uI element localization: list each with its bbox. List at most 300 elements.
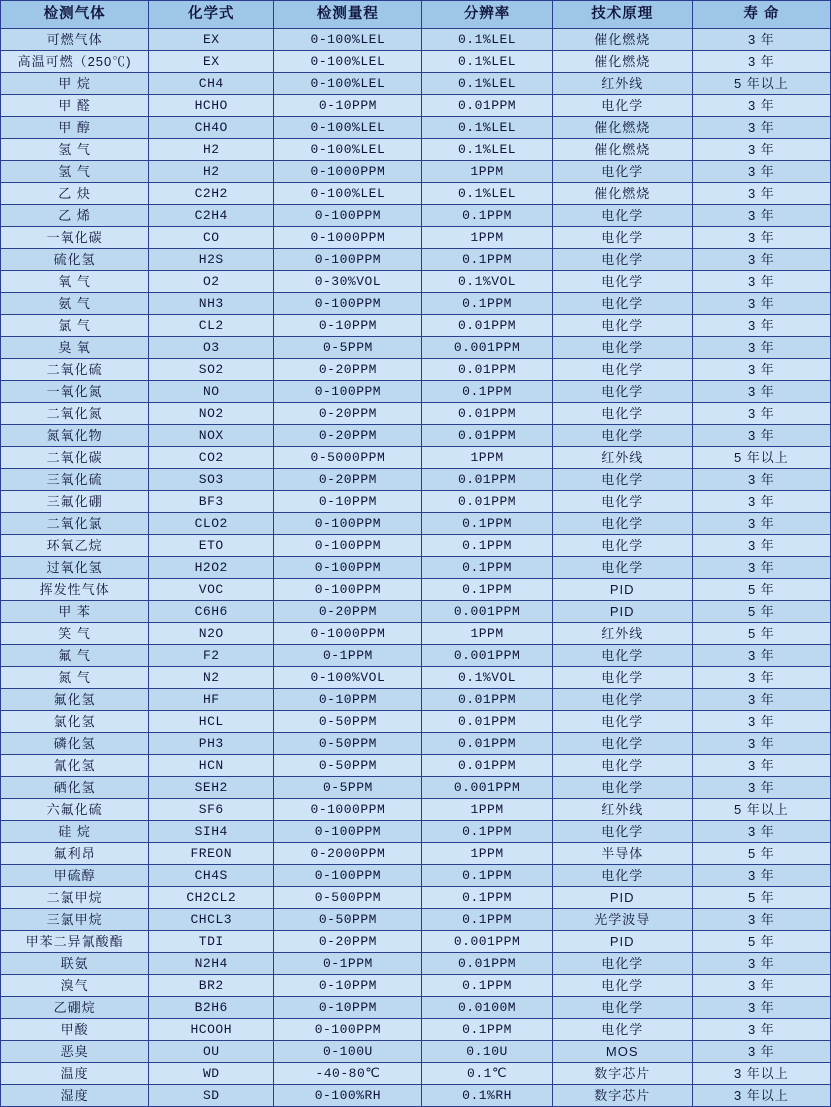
cell-detection-range: 0-100PPM (274, 579, 422, 601)
cell-chemical-formula: TDI (149, 931, 274, 953)
cell-technology: 电化学 (552, 777, 692, 799)
cell-detection-range: 0-100PPM (274, 513, 422, 535)
table-row (1, 799, 831, 821)
cell-lifetime: 3 年 (692, 997, 830, 1019)
cell-resolution: 0.001PPM (422, 601, 552, 623)
cell-chemical-formula: HCL (149, 711, 274, 733)
cell-resolution: 0.01PPM (422, 359, 552, 381)
cell-lifetime: 3 年以上 (692, 1063, 830, 1085)
table-row (1, 909, 831, 931)
cell-detection-range: 0-1000PPM (274, 161, 422, 183)
table-row (1, 689, 831, 711)
cell-resolution: 1PPM (422, 227, 552, 249)
cell-detection-range: 0-50PPM (274, 909, 422, 931)
cell-gas-name: 二氧化硫 (1, 359, 149, 381)
cell-lifetime: 3 年 (692, 755, 830, 777)
cell-gas-name: 臭 氧 (1, 337, 149, 359)
cell-detection-range: 0-20PPM (274, 469, 422, 491)
cell-gas-name: 硒化氢 (1, 777, 149, 799)
cell-resolution: 1PPM (422, 161, 552, 183)
table-row (1, 315, 831, 337)
cell-chemical-formula: NH3 (149, 293, 274, 315)
table-row (1, 161, 831, 183)
cell-lifetime: 3 年 (692, 381, 830, 403)
cell-detection-range: 0-30%VOL (274, 271, 422, 293)
cell-resolution: 0.1PPM (422, 975, 552, 997)
cell-gas-name: 氯化氢 (1, 711, 149, 733)
column-header-lifetime: 寿 命 (692, 1, 830, 29)
cell-chemical-formula: ETO (149, 535, 274, 557)
table-row (1, 227, 831, 249)
cell-gas-name: 氨 气 (1, 293, 149, 315)
table-row (1, 711, 831, 733)
table-row (1, 183, 831, 205)
cell-detection-range: 0-20PPM (274, 359, 422, 381)
column-header-technology: 技术原理 (552, 1, 692, 29)
cell-resolution: 0.01PPM (422, 403, 552, 425)
cell-detection-range: 0-20PPM (274, 403, 422, 425)
cell-gas-name: 甲 醛 (1, 95, 149, 117)
cell-detection-range: 0-100%LEL (274, 73, 422, 95)
cell-lifetime: 5 年 (692, 623, 830, 645)
cell-resolution: 0.001PPM (422, 931, 552, 953)
table-row (1, 29, 831, 51)
table-row (1, 513, 831, 535)
cell-resolution: 0.1%LEL (422, 73, 552, 95)
table-row (1, 51, 831, 73)
cell-chemical-formula: WD (149, 1063, 274, 1085)
cell-technology: PID (552, 601, 692, 623)
table-row (1, 359, 831, 381)
cell-gas-name: 三氟化硼 (1, 491, 149, 513)
cell-resolution: 0.1PPM (422, 513, 552, 535)
cell-gas-name: 氟 气 (1, 645, 149, 667)
cell-resolution: 0.1PPM (422, 865, 552, 887)
cell-gas-name: 一氧化碳 (1, 227, 149, 249)
cell-detection-range: -40-80℃ (274, 1063, 422, 1085)
table-row (1, 843, 831, 865)
column-header-gas-name: 检测气体 (1, 1, 149, 29)
cell-detection-range: 0-50PPM (274, 711, 422, 733)
cell-gas-name: 氧 气 (1, 271, 149, 293)
cell-lifetime: 3 年 (692, 689, 830, 711)
cell-lifetime: 5 年以上 (692, 73, 830, 95)
cell-detection-range: 0-10PPM (274, 95, 422, 117)
cell-gas-name: 过氧化氢 (1, 557, 149, 579)
table-row (1, 249, 831, 271)
cell-chemical-formula: H2 (149, 139, 274, 161)
cell-lifetime: 3 年 (692, 117, 830, 139)
cell-chemical-formula: CO (149, 227, 274, 249)
cell-detection-range: 0-10PPM (274, 491, 422, 513)
cell-technology: 半导体 (552, 843, 692, 865)
cell-lifetime: 3 年以上 (692, 1085, 830, 1107)
cell-resolution: 0.01PPM (422, 953, 552, 975)
cell-technology: 催化燃烧 (552, 183, 692, 205)
cell-technology: 电化学 (552, 865, 692, 887)
cell-chemical-formula: NO (149, 381, 274, 403)
cell-detection-range: 0-5PPM (274, 337, 422, 359)
cell-resolution: 0.1%LEL (422, 139, 552, 161)
cell-resolution: 0.1PPM (422, 909, 552, 931)
cell-lifetime: 3 年 (692, 271, 830, 293)
cell-resolution: 0.01PPM (422, 469, 552, 491)
cell-lifetime: 3 年 (692, 161, 830, 183)
cell-chemical-formula: N2O (149, 623, 274, 645)
cell-resolution: 1PPM (422, 799, 552, 821)
cell-technology: 电化学 (552, 997, 692, 1019)
cell-lifetime: 3 年 (692, 645, 830, 667)
cell-chemical-formula: HF (149, 689, 274, 711)
cell-lifetime: 3 年 (692, 535, 830, 557)
cell-chemical-formula: CL2 (149, 315, 274, 337)
cell-gas-name: 湿度 (1, 1085, 149, 1107)
cell-chemical-formula: B2H6 (149, 997, 274, 1019)
cell-technology: PID (552, 931, 692, 953)
cell-lifetime: 5 年 (692, 601, 830, 623)
cell-lifetime: 3 年 (692, 205, 830, 227)
cell-technology: 电化学 (552, 271, 692, 293)
cell-technology: 电化学 (552, 205, 692, 227)
cell-detection-range: 0-10PPM (274, 689, 422, 711)
cell-technology: 电化学 (552, 513, 692, 535)
cell-detection-range: 0-2000PPM (274, 843, 422, 865)
cell-resolution: 0.1PPM (422, 535, 552, 557)
cell-lifetime: 3 年 (692, 1019, 830, 1041)
cell-detection-range: 0-100%LEL (274, 139, 422, 161)
cell-resolution: 0.10U (422, 1041, 552, 1063)
cell-lifetime: 3 年 (692, 183, 830, 205)
table-row (1, 1041, 831, 1063)
cell-lifetime: 3 年 (692, 513, 830, 535)
cell-technology: 电化学 (552, 337, 692, 359)
cell-chemical-formula: SEH2 (149, 777, 274, 799)
cell-chemical-formula: C6H6 (149, 601, 274, 623)
cell-lifetime: 3 年 (692, 337, 830, 359)
cell-resolution: 0.1%LEL (422, 183, 552, 205)
table-row (1, 931, 831, 953)
cell-detection-range: 0-1000PPM (274, 799, 422, 821)
cell-technology: 电化学 (552, 755, 692, 777)
cell-detection-range: 0-100%RH (274, 1085, 422, 1107)
cell-resolution: 0.001PPM (422, 645, 552, 667)
column-header-formula: 化学式 (149, 1, 274, 29)
cell-resolution: 0.1PPM (422, 1019, 552, 1041)
cell-chemical-formula: H2O2 (149, 557, 274, 579)
cell-resolution: 0.1℃ (422, 1063, 552, 1085)
cell-chemical-formula: CLO2 (149, 513, 274, 535)
cell-lifetime: 5 年以上 (692, 447, 830, 469)
cell-technology: 催化燃烧 (552, 117, 692, 139)
cell-lifetime: 3 年 (692, 865, 830, 887)
cell-gas-name: 恶臭 (1, 1041, 149, 1063)
cell-technology: 电化学 (552, 491, 692, 513)
cell-gas-name: 三氯甲烷 (1, 909, 149, 931)
cell-technology: 电化学 (552, 711, 692, 733)
cell-lifetime: 3 年 (692, 975, 830, 997)
cell-technology: 电化学 (552, 469, 692, 491)
table-row (1, 623, 831, 645)
cell-technology: 电化学 (552, 95, 692, 117)
cell-chemical-formula: HCOOH (149, 1019, 274, 1041)
cell-chemical-formula: OU (149, 1041, 274, 1063)
cell-detection-range: 0-500PPM (274, 887, 422, 909)
cell-resolution: 0.1PPM (422, 205, 552, 227)
cell-gas-name: 氮 气 (1, 667, 149, 689)
cell-gas-name: 乙 炔 (1, 183, 149, 205)
cell-gas-name: 氢 气 (1, 139, 149, 161)
cell-gas-name: 二氧化碳 (1, 447, 149, 469)
cell-technology: 电化学 (552, 425, 692, 447)
cell-resolution: 0.01PPM (422, 711, 552, 733)
cell-lifetime: 3 年 (692, 667, 830, 689)
table-row (1, 887, 831, 909)
cell-chemical-formula: H2S (149, 249, 274, 271)
cell-detection-range: 0-10PPM (274, 975, 422, 997)
cell-resolution: 0.1%LEL (422, 29, 552, 51)
cell-lifetime: 3 年 (692, 909, 830, 931)
cell-gas-name: 氢 气 (1, 161, 149, 183)
cell-resolution: 0.1PPM (422, 293, 552, 315)
cell-gas-name: 二氧化氮 (1, 403, 149, 425)
cell-gas-name: 二氯甲烷 (1, 887, 149, 909)
cell-chemical-formula: SO3 (149, 469, 274, 491)
cell-resolution: 0.1PPM (422, 381, 552, 403)
cell-gas-name: 甲苯二异氰酸酯 (1, 931, 149, 953)
cell-gas-name: 可燃气体 (1, 29, 149, 51)
cell-lifetime: 5 年 (692, 931, 830, 953)
table-row (1, 601, 831, 623)
cell-gas-name: 联氨 (1, 953, 149, 975)
cell-detection-range: 0-100PPM (274, 557, 422, 579)
cell-gas-name: 氟化氢 (1, 689, 149, 711)
cell-detection-range: 0-100%LEL (274, 183, 422, 205)
cell-detection-range: 0-1000PPM (274, 623, 422, 645)
cell-detection-range: 0-100%LEL (274, 29, 422, 51)
cell-lifetime: 3 年 (692, 777, 830, 799)
cell-resolution: 0.1PPM (422, 887, 552, 909)
cell-detection-range: 0-20PPM (274, 601, 422, 623)
cell-lifetime: 5 年 (692, 887, 830, 909)
cell-detection-range: 0-100PPM (274, 381, 422, 403)
cell-detection-range: 0-1PPM (274, 645, 422, 667)
cell-chemical-formula: BF3 (149, 491, 274, 513)
table-row (1, 293, 831, 315)
cell-chemical-formula: N2 (149, 667, 274, 689)
cell-detection-range: 0-100PPM (274, 821, 422, 843)
cell-chemical-formula: CO2 (149, 447, 274, 469)
cell-technology: 催化燃烧 (552, 51, 692, 73)
cell-technology: 电化学 (552, 249, 692, 271)
cell-resolution: 0.1%RH (422, 1085, 552, 1107)
cell-lifetime: 3 年 (692, 95, 830, 117)
cell-technology: MOS (552, 1041, 692, 1063)
cell-technology: 数字芯片 (552, 1085, 692, 1107)
cell-chemical-formula: HCN (149, 755, 274, 777)
cell-chemical-formula: C2H4 (149, 205, 274, 227)
cell-detection-range: 0-100PPM (274, 249, 422, 271)
cell-resolution: 0.01PPM (422, 315, 552, 337)
cell-lifetime: 3 年 (692, 403, 830, 425)
cell-technology: 电化学 (552, 557, 692, 579)
cell-gas-name: 磷化氢 (1, 733, 149, 755)
cell-technology: 电化学 (552, 1019, 692, 1041)
cell-detection-range: 0-10PPM (274, 997, 422, 1019)
cell-gas-name: 氯 气 (1, 315, 149, 337)
table-row (1, 975, 831, 997)
cell-gas-name: 乙硼烷 (1, 997, 149, 1019)
cell-technology: 红外线 (552, 799, 692, 821)
cell-lifetime: 5 年 (692, 579, 830, 601)
cell-chemical-formula: O2 (149, 271, 274, 293)
table-row (1, 579, 831, 601)
cell-technology: 电化学 (552, 689, 692, 711)
cell-chemical-formula: NO2 (149, 403, 274, 425)
cell-detection-range: 0-1PPM (274, 953, 422, 975)
table-row (1, 733, 831, 755)
cell-detection-range: 0-50PPM (274, 755, 422, 777)
cell-gas-name: 硅 烷 (1, 821, 149, 843)
cell-gas-name: 挥发性气体 (1, 579, 149, 601)
cell-gas-name: 六氟化硫 (1, 799, 149, 821)
table-row (1, 1063, 831, 1085)
cell-detection-range: 0-100PPM (274, 535, 422, 557)
cell-lifetime: 3 年 (692, 227, 830, 249)
cell-chemical-formula: C2H2 (149, 183, 274, 205)
cell-gas-name: 甲 烷 (1, 73, 149, 95)
cell-technology: 电化学 (552, 821, 692, 843)
cell-detection-range: 0-100PPM (274, 1019, 422, 1041)
table-row (1, 821, 831, 843)
table-row (1, 205, 831, 227)
cell-resolution: 1PPM (422, 447, 552, 469)
cell-technology: 电化学 (552, 227, 692, 249)
table-row (1, 271, 831, 293)
cell-lifetime: 3 年 (692, 425, 830, 447)
cell-gas-name: 甲酸 (1, 1019, 149, 1041)
cell-resolution: 0.1%VOL (422, 667, 552, 689)
table-row (1, 403, 831, 425)
cell-chemical-formula: O3 (149, 337, 274, 359)
cell-lifetime: 3 年 (692, 293, 830, 315)
cell-gas-name: 笑 气 (1, 623, 149, 645)
cell-gas-name: 氮氧化物 (1, 425, 149, 447)
cell-resolution: 0.1%LEL (422, 51, 552, 73)
cell-lifetime: 3 年 (692, 359, 830, 381)
cell-chemical-formula: PH3 (149, 733, 274, 755)
cell-resolution: 0.1PPM (422, 579, 552, 601)
cell-chemical-formula: CH4O (149, 117, 274, 139)
column-header-range: 检测量程 (274, 1, 422, 29)
cell-chemical-formula: BR2 (149, 975, 274, 997)
table-header (1, 1, 831, 29)
cell-gas-name: 乙 烯 (1, 205, 149, 227)
cell-resolution: 0.1PPM (422, 557, 552, 579)
cell-lifetime: 3 年 (692, 139, 830, 161)
cell-gas-name: 甲硫醇 (1, 865, 149, 887)
cell-resolution: 0.01PPM (422, 425, 552, 447)
table-row (1, 447, 831, 469)
table-row (1, 865, 831, 887)
table-row (1, 491, 831, 513)
table-row (1, 997, 831, 1019)
cell-technology: 电化学 (552, 667, 692, 689)
cell-technology: 电化学 (552, 975, 692, 997)
cell-lifetime: 3 年 (692, 469, 830, 491)
cell-chemical-formula: CH4S (149, 865, 274, 887)
cell-resolution: 0.01PPM (422, 491, 552, 513)
cell-resolution: 1PPM (422, 623, 552, 645)
table-row (1, 645, 831, 667)
cell-resolution: 0.01PPM (422, 755, 552, 777)
cell-gas-name: 甲 醇 (1, 117, 149, 139)
cell-resolution: 0.01PPM (422, 733, 552, 755)
cell-technology: 电化学 (552, 535, 692, 557)
cell-technology: 电化学 (552, 733, 692, 755)
cell-chemical-formula: FREON (149, 843, 274, 865)
cell-chemical-formula: CHCL3 (149, 909, 274, 931)
cell-resolution: 0.1PPM (422, 249, 552, 271)
cell-lifetime: 3 年 (692, 821, 830, 843)
cell-technology: 催化燃烧 (552, 139, 692, 161)
cell-gas-name: 一氧化氮 (1, 381, 149, 403)
cell-gas-name: 甲 苯 (1, 601, 149, 623)
cell-detection-range: 0-100%VOL (274, 667, 422, 689)
table-row (1, 1085, 831, 1107)
cell-chemical-formula: CH2CL2 (149, 887, 274, 909)
cell-gas-name: 二氧化氯 (1, 513, 149, 535)
cell-resolution: 0.1%LEL (422, 117, 552, 139)
cell-lifetime: 3 年 (692, 29, 830, 51)
cell-resolution: 0.001PPM (422, 337, 552, 359)
table-row (1, 95, 831, 117)
cell-chemical-formula: F2 (149, 645, 274, 667)
cell-technology: 电化学 (552, 403, 692, 425)
cell-chemical-formula: SD (149, 1085, 274, 1107)
cell-detection-range: 0-5000PPM (274, 447, 422, 469)
cell-gas-name: 温度 (1, 1063, 149, 1085)
table-row (1, 139, 831, 161)
cell-detection-range: 0-20PPM (274, 931, 422, 953)
cell-technology: 光学波导 (552, 909, 692, 931)
cell-lifetime: 3 年 (692, 51, 830, 73)
table-row (1, 1019, 831, 1041)
cell-chemical-formula: EX (149, 29, 274, 51)
cell-detection-range: 0-50PPM (274, 733, 422, 755)
cell-chemical-formula: SF6 (149, 799, 274, 821)
table-row (1, 117, 831, 139)
cell-detection-range: 0-5PPM (274, 777, 422, 799)
cell-gas-name: 氰化氢 (1, 755, 149, 777)
cell-chemical-formula: SIH4 (149, 821, 274, 843)
cell-technology: 电化学 (552, 161, 692, 183)
cell-resolution: 0.001PPM (422, 777, 552, 799)
cell-detection-range: 0-100U (274, 1041, 422, 1063)
cell-technology: 电化学 (552, 293, 692, 315)
cell-chemical-formula: EX (149, 51, 274, 73)
cell-technology: PID (552, 887, 692, 909)
cell-lifetime: 3 年 (692, 711, 830, 733)
cell-lifetime: 5 年以上 (692, 799, 830, 821)
cell-gas-name: 氟利昂 (1, 843, 149, 865)
cell-chemical-formula: VOC (149, 579, 274, 601)
cell-detection-range: 0-10PPM (274, 315, 422, 337)
cell-technology: PID (552, 579, 692, 601)
cell-technology: 电化学 (552, 315, 692, 337)
cell-gas-name: 三氧化硫 (1, 469, 149, 491)
cell-gas-name: 溴气 (1, 975, 149, 997)
cell-detection-range: 0-100PPM (274, 205, 422, 227)
